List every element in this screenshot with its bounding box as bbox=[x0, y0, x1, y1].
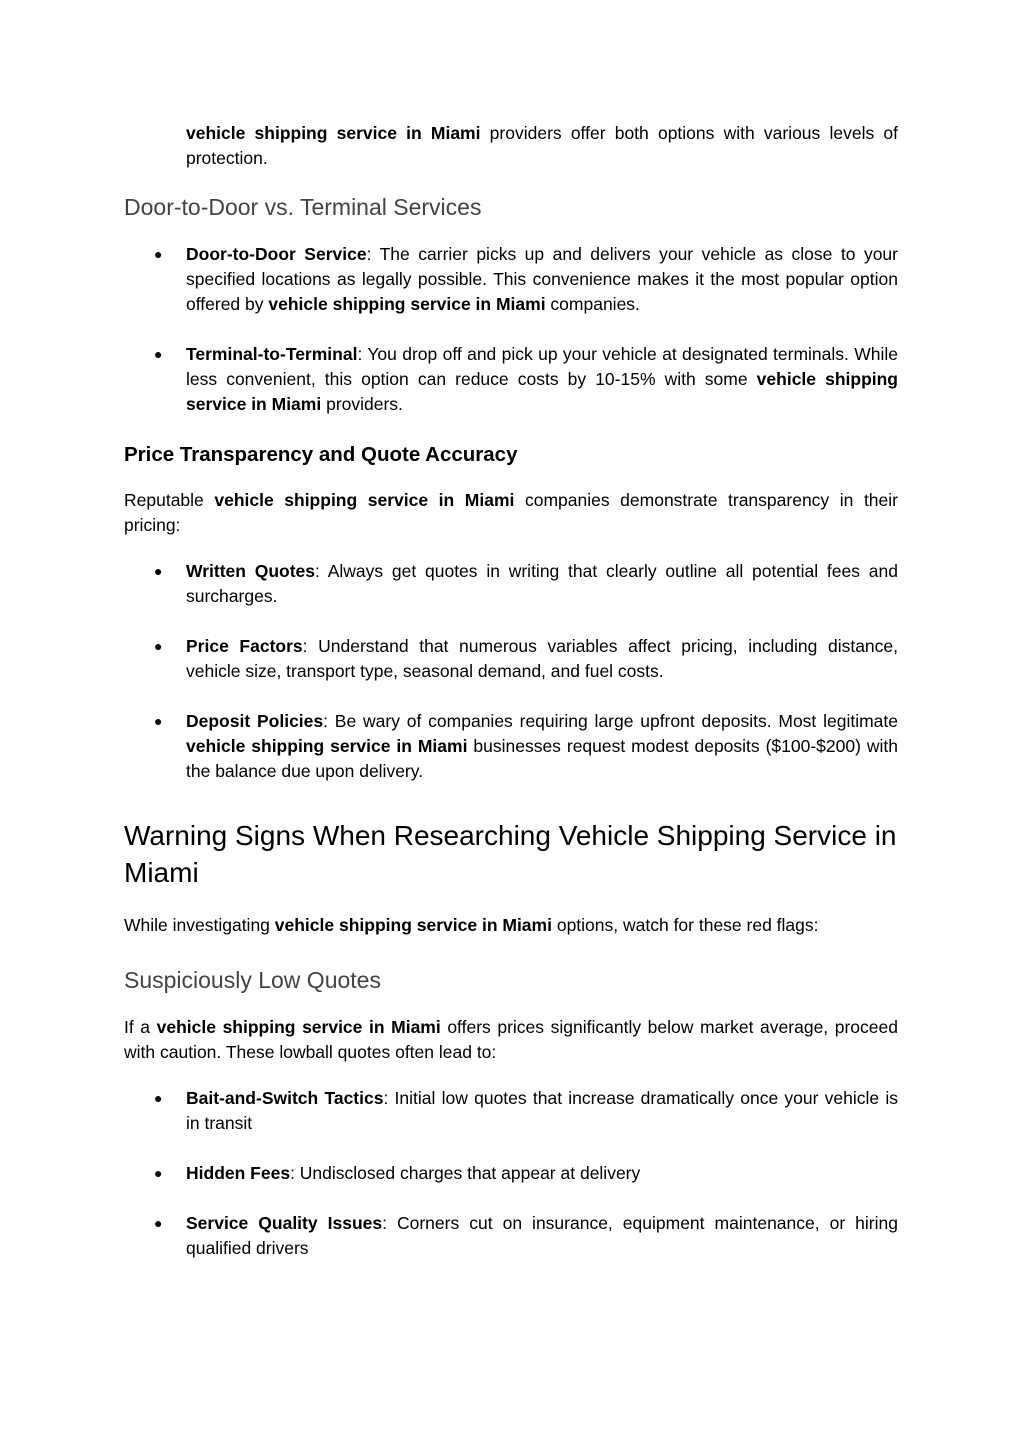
list-item: ● Bait-and-Switch Tactics: Initial low quotes that increase dramatically once your vehicle is in transit bbox=[154, 1088, 898, 1133]
keyword: vehicle shipping service in Miami bbox=[186, 123, 481, 143]
list-item: ● Service Quality Issues: Corners cut on insurance, equipment maintenance, or hiring qualified drivers bbox=[154, 1213, 898, 1258]
price-intro-paragraph: Reputable vehicle shipping service in Miami companies demonstrate transparency in their pricing: bbox=[124, 490, 898, 535]
bullet-icon: ● bbox=[154, 638, 163, 654]
bullet-icon: ● bbox=[154, 713, 163, 729]
warning-intro-paragraph: While investigating vehicle shipping service in Miami options, watch for these red flags: bbox=[124, 915, 819, 935]
list-item: ● Terminal-to-Terminal: You drop off and pick up your vehicle at designated terminals. While less convenient, this option can reduce costs by 10-15% with some vehicle shipping service in Miami providers. bbox=[154, 344, 898, 414]
low-intro-paragraph: If a vehicle shipping service in Miami offers prices significantly below market average, proceed with caution. These lowball quotes often lead to: bbox=[124, 1017, 898, 1062]
list-item: ● Door-to-Door Service: The carrier picks up and delivers your vehicle as close to your specified locations as legally possible. This convenience makes it the most popular option offered by vehicle shipping service in Miami companies. bbox=[154, 244, 898, 314]
heading-warning-signs: Warning Signs When Researching Vehicle Shipping Service in Miami bbox=[124, 820, 897, 888]
price-list bbox=[124, 559, 898, 784]
door-terminal-list bbox=[124, 242, 898, 417]
heading-low-quotes: Suspiciously Low Quotes bbox=[124, 967, 381, 993]
list-item: ● Written Quotes: Always get quotes in writing that clearly outline all potential fees and surcharges. bbox=[154, 561, 898, 606]
heading-price-transparency: Price Transparency and Quote Accuracy bbox=[124, 443, 518, 466]
heading-door-vs-terminal: Door-to-Door vs. Terminal Services bbox=[124, 194, 482, 220]
intro-continuation: vehicle shipping service in Miami providers offer both options with various levels of protection. bbox=[186, 123, 898, 168]
bullet-icon: ● bbox=[154, 1090, 163, 1106]
bullet-icon: ● bbox=[154, 246, 163, 262]
low-quotes-list bbox=[124, 1086, 898, 1261]
list-item: ● Price Factors: Understand that numerous variables affect pricing, including distance, vehicle size, transport type, seasonal demand, and fuel costs. bbox=[154, 636, 899, 681]
bullet-icon: ● bbox=[154, 563, 163, 579]
bullet-icon: ● bbox=[154, 346, 163, 362]
bullet-icon: ● bbox=[154, 1215, 163, 1231]
document-page bbox=[124, 121, 898, 1261]
bullet-icon: ● bbox=[154, 1165, 163, 1181]
list-item: ● Hidden Fees: Undisclosed charges that appear at delivery bbox=[124, 1161, 898, 1186]
list-item: ● Deposit Policies: Be wary of companies requiring large upfront deposits. Most legitimate vehicle shipping service in Miami businesses request modest deposits ($100-$200) with the balance due upon delivery. bbox=[154, 711, 898, 781]
